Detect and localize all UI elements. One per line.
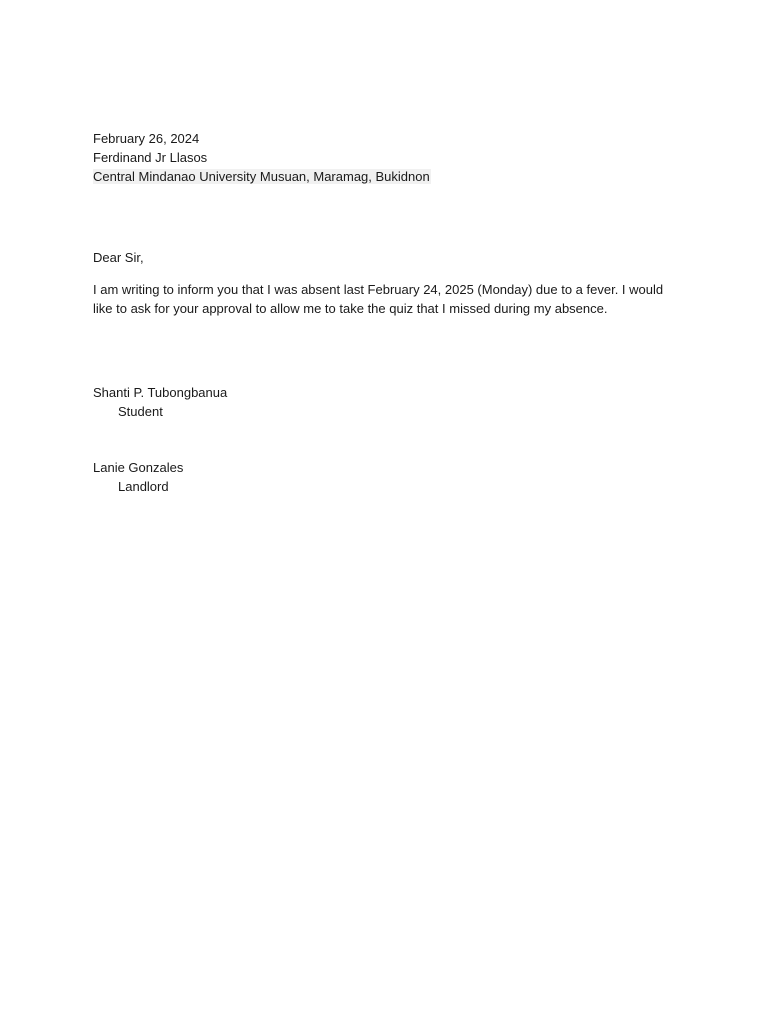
letter-body-line-2: like to ask for your approval to allow me to take the quiz that I missed during my absence. bbox=[93, 301, 608, 316]
signatory-1-name: Shanti P. Tubongbanua bbox=[93, 385, 228, 400]
salutation: Dear Sir, bbox=[93, 250, 144, 265]
recipient-name: Ferdinand Jr Llasos bbox=[93, 150, 208, 165]
letter-body-line-1: I am writing to inform you that I was absent last February 24, 2025 (Monday) due to a fever. I would bbox=[93, 282, 664, 297]
recipient-address-line bbox=[93, 167, 431, 186]
letter-date: February 26, 2024 bbox=[93, 131, 200, 146]
letter-body bbox=[93, 280, 683, 318]
signatory-2-role: Landlord bbox=[118, 479, 169, 494]
recipient-address: Central Mindanao University Musuan, Maramag, Bukidnon bbox=[93, 169, 430, 184]
signatory-2-name: Lanie Gonzales bbox=[93, 460, 184, 475]
signatory-1-role: Student bbox=[118, 404, 163, 419]
